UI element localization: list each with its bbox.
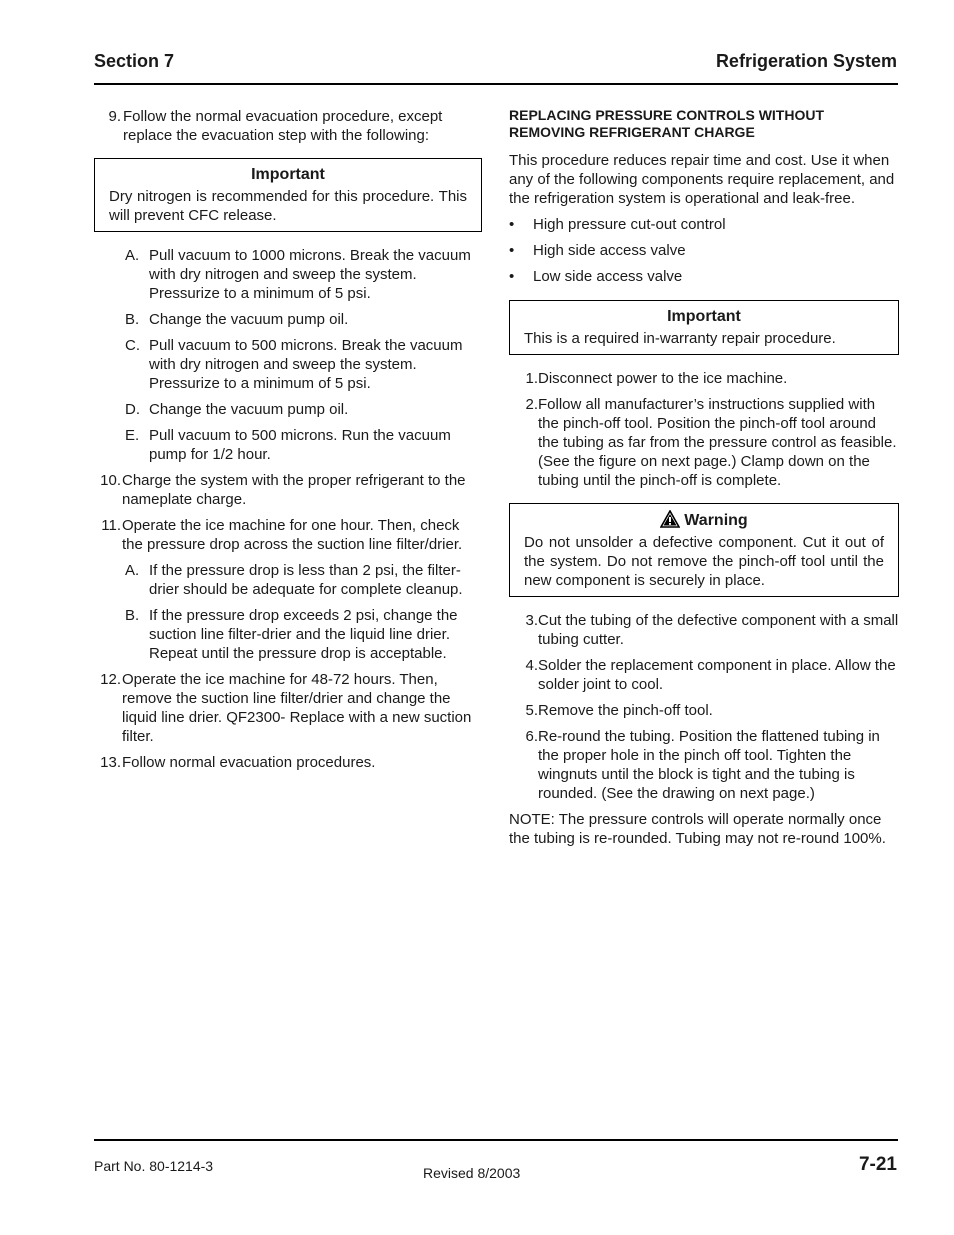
step-9-substeps bbox=[94, 246, 482, 464]
substep bbox=[94, 426, 482, 464]
substep-text: Pull vacuum to 1000 microns. Break the vacuum with dry nitrogen and sweep the system. Pressurize to a minimum of 5 psi. bbox=[149, 247, 471, 302]
warning-title-row bbox=[524, 510, 884, 531]
substep-letter: D. bbox=[125, 401, 140, 418]
steps-3-6 bbox=[509, 611, 899, 803]
step bbox=[509, 611, 899, 649]
bullet-icon: • bbox=[509, 216, 515, 233]
revision-date: Revised 8/2003 bbox=[423, 1165, 521, 1181]
step-text: Follow the normal evacuation procedure, except replace the evacuation step with the following: bbox=[123, 108, 443, 144]
substep bbox=[94, 310, 482, 329]
step-text: Operate the ice machine for one hour. Then, check the pressure drop across the suction line filter/drier. bbox=[122, 517, 463, 553]
substep-text: Pull vacuum to 500 microns. Break the vacuum with dry nitrogen and sweep the system. Pressurize to a minimum of 5 psi. bbox=[149, 337, 463, 392]
substep bbox=[94, 400, 482, 419]
step-text: Operate the ice machine for 48-72 hours. Then, remove the suction line filter/drier and change the liquid line drier. QF2300- Replace with a new suction filter. bbox=[122, 671, 472, 745]
substep bbox=[94, 561, 482, 599]
component-list bbox=[509, 215, 899, 286]
step-number: 5. bbox=[525, 702, 538, 719]
footer-rule bbox=[94, 1139, 898, 1141]
header-rule bbox=[94, 83, 898, 85]
intro-paragraph: This procedure reduces repair time and cost. Use it when any of the following components require replacement, and the refrigeration system is operational and leak-free. bbox=[509, 152, 895, 207]
step-11 bbox=[94, 516, 482, 554]
left-column bbox=[94, 107, 482, 779]
step-number: 6. bbox=[525, 728, 538, 745]
section-heading: REPLACING PRESSURE CONTROLS WITHOUT REMOVING REFRIGERANT CHARGE bbox=[509, 107, 825, 140]
bullet-item bbox=[509, 267, 899, 286]
bullet-item bbox=[509, 215, 899, 234]
step-number: 4. bbox=[525, 657, 538, 674]
step-text: Cut the tubing of the defective component with a small tubing cutter. bbox=[538, 612, 899, 648]
step-number: 13. bbox=[100, 754, 121, 771]
substep-letter: A. bbox=[125, 562, 140, 579]
step bbox=[509, 727, 899, 803]
section-label: Section 7 bbox=[94, 51, 175, 71]
warning-box bbox=[509, 503, 899, 597]
substep-letter: B. bbox=[125, 607, 140, 624]
substep bbox=[94, 606, 482, 663]
part-number: Part No. 80-1214-3 bbox=[94, 1158, 214, 1174]
substep-text: Change the vacuum pump oil. bbox=[149, 311, 349, 328]
bullet-text: High side access valve bbox=[533, 242, 686, 259]
substep-text: If the pressure drop exceeds 2 psi, change the suction line filter-drier and the liquid line drier. Repeat until the pressure drop is acceptable. bbox=[149, 607, 458, 662]
important-title: Important bbox=[251, 166, 325, 183]
step bbox=[509, 369, 899, 388]
step-number: 12. bbox=[100, 671, 121, 688]
step-number: 9. bbox=[108, 108, 121, 125]
bullet-icon: • bbox=[509, 242, 515, 259]
step bbox=[509, 656, 899, 694]
substep-text: Change the vacuum pump oil. bbox=[149, 401, 349, 418]
important-box bbox=[94, 158, 482, 232]
step-9 bbox=[94, 107, 482, 145]
bullet-text: Low side access valve bbox=[533, 268, 683, 285]
warning-body: Do not unsolder a defective component. Cut it out of the system. Do not remove the pinch-off tool until the new component is securely in place. bbox=[524, 534, 884, 589]
substep bbox=[94, 246, 482, 303]
bullet-text: High pressure cut-out control bbox=[533, 216, 726, 233]
step-text: Charge the system with the proper refrigerant to the nameplate charge. bbox=[122, 472, 466, 508]
substep-text: If the pressure drop is less than 2 psi, the filter-drier should be adequate for complete cleanup. bbox=[149, 562, 463, 598]
bullet-item bbox=[509, 241, 899, 260]
step-12 bbox=[94, 670, 482, 746]
step-11-substeps bbox=[94, 561, 482, 663]
step-text: Solder the replacement component in place. Allow the solder joint to cool. bbox=[538, 657, 896, 693]
step-13 bbox=[94, 753, 482, 772]
step-number: 1. bbox=[525, 370, 538, 387]
important-title: Important bbox=[667, 308, 741, 325]
step-text: Follow all manufacturer’s instructions supplied with the pinch-off tool. Position the pinch-off tool around the tubing as far from the pressure control as feasible. (See the figure on next page.) Clamp down on the tubing until the pinch-off is complete. bbox=[538, 396, 897, 489]
right-column bbox=[509, 107, 899, 855]
chapter-title: Refrigeration System bbox=[715, 51, 897, 71]
page-number: 7-21 bbox=[858, 1154, 897, 1175]
step-number: 11. bbox=[101, 517, 121, 534]
step-10 bbox=[94, 471, 482, 509]
important-body: This is a required in-warranty repair procedure. bbox=[524, 330, 836, 347]
substep-letter: C. bbox=[125, 337, 140, 354]
substep-text: Pull vacuum to 500 microns. Run the vacuum pump for 1/2 hour. bbox=[149, 427, 451, 463]
bullet-icon: • bbox=[509, 268, 515, 285]
steps-1-2 bbox=[509, 369, 899, 490]
step-number: 10. bbox=[100, 472, 121, 489]
substep-letter: B. bbox=[125, 311, 140, 328]
warning-title: Warning bbox=[684, 512, 748, 529]
warning-icon bbox=[660, 510, 680, 528]
step-text: Re-round the tubing. Position the flattened tubing in the proper hole in the pinch off tool. Tighten the wingnuts until the block is tight and the tubing is rounded. (See the drawing on next page.) bbox=[538, 728, 880, 802]
important-body: Dry nitrogen is recommended for this procedure. This will prevent CFC release. bbox=[109, 188, 467, 224]
substep-letter: E. bbox=[125, 427, 140, 444]
step-text: Disconnect power to the ice machine. bbox=[538, 370, 788, 387]
step-text: Remove the pinch-off tool. bbox=[538, 702, 713, 719]
substep-letter: A. bbox=[125, 247, 140, 264]
substep bbox=[94, 336, 482, 393]
step-number: 3. bbox=[525, 612, 538, 629]
step bbox=[509, 395, 899, 490]
note-text: NOTE: The pressure controls will operate normally once the tubing is re-rounded. Tubing may not re-round 100%. bbox=[509, 811, 886, 847]
step bbox=[509, 701, 899, 720]
step-number: 2. bbox=[525, 396, 538, 413]
step-text: Follow normal evacuation procedures. bbox=[122, 754, 376, 771]
important-box bbox=[509, 300, 899, 355]
